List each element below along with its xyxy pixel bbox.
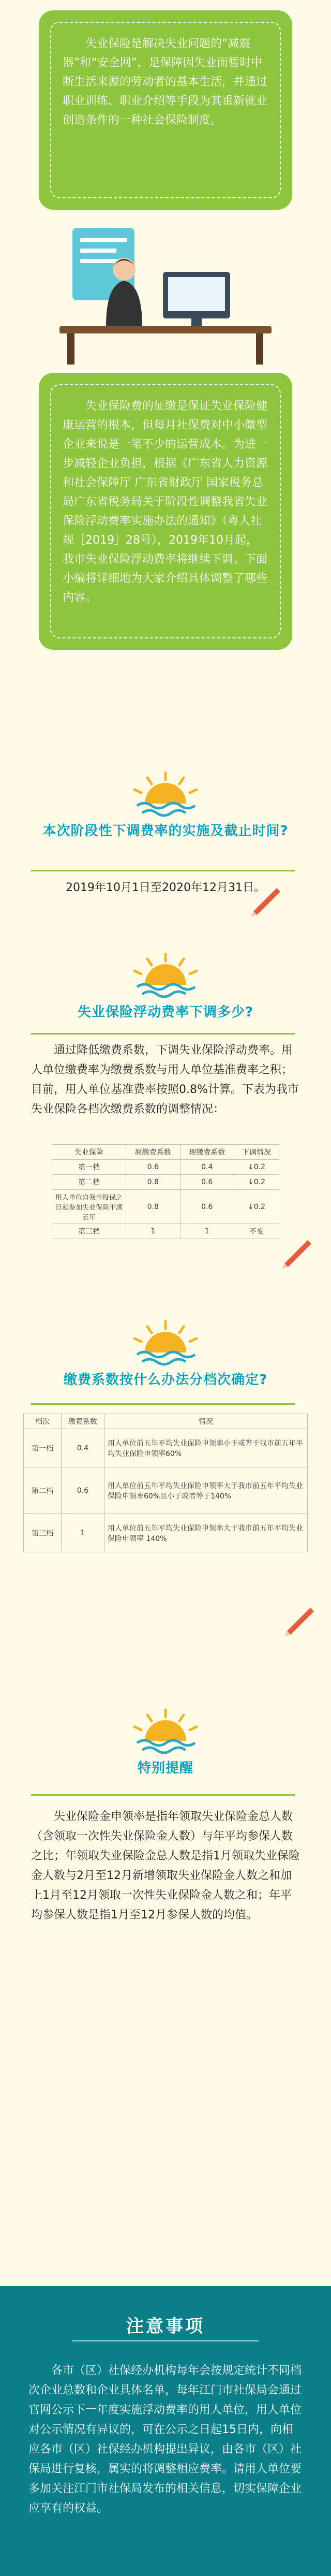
table-cell: 0.6 [62, 1467, 104, 1514]
section1-divider [31, 870, 295, 871]
table-cell: 第三档 [24, 1514, 62, 1552]
table-cell: 用人单位前五年平均失业保险申领率大于我市前五年平均失业保险申领率60%且小于或者等于140% [104, 1467, 308, 1514]
table-row [24, 1467, 308, 1514]
table-cell: 第二档 [24, 1467, 62, 1514]
table-header: 下调情况 [234, 1145, 279, 1160]
desk-icon [59, 326, 272, 333]
section2-text [31, 1041, 300, 1119]
table-cell: 用人单位前五年平均失业保险申领率大于我市前五年平均失业保险申领率 140% [104, 1514, 308, 1552]
footer-title: 注意事项 [126, 2316, 205, 2337]
table-header: 原缴费系数 [126, 1145, 180, 1160]
table-header-row [52, 1145, 279, 1160]
section3-heading [0, 1320, 331, 1388]
table-cell: ↓0.2 [234, 1175, 279, 1190]
section1-heading [0, 772, 331, 839]
coefficient-change-table [52, 1144, 279, 1239]
table-cell: 第一档 [24, 1429, 62, 1467]
section4-title: 特别提醒 [137, 1760, 193, 1776]
table-cell: ↓0.2 [234, 1160, 279, 1175]
info-text: 失业保险费的征缴是保证失业保险健康运营的根本，但每月社保费对中小微型企业来说是一笔不少的运营成本。为进一步减轻企业负担，根据《广东省人力资源和社会保障厅 广东省财政厅 国家税务总局广东省税务局关于阶段性调整我省失业保险浮动费率实施办法的通知》（粤人社规［2019］28号），2019年10月起，我市失业保险浮动费率将继续下调。下面小编将详细地为大家介绍具体调整了哪些内容。 [63, 400, 268, 604]
table-header: 失业保险 [52, 1145, 126, 1160]
section3-title: 缴费系数按什么办法分档次确定? [63, 1372, 268, 1388]
table-row [24, 1429, 308, 1467]
table-cell: 不变 [234, 1224, 279, 1239]
tier-criteria-table [23, 1414, 308, 1552]
table-cell: 1 [126, 1224, 180, 1239]
table-cell: 0.8 [126, 1190, 180, 1224]
table-cell: 1 [62, 1514, 104, 1552]
table-cell: 0.4 [180, 1160, 234, 1175]
table-row [52, 1160, 279, 1175]
sun-wave-icon [127, 772, 204, 818]
office-illustration [49, 215, 282, 370]
section4-paragraph: 失业保险金申领率是指年领取失业保险金总人数（含领取一次性失业保险金人数）与年平均参保人数之比；年领取失业保险金总人数是指1月领取失业保险金人数与2月至12月新增领取失业保险金人数之和加上1月至12月领取一次性失业保险金人数之和；年平均参保人数是指1月至12月参保人数的均值。 [31, 1810, 300, 1922]
section1-title: 本次阶段性下调费率的实施及截止时间? [42, 823, 289, 839]
section4-text [31, 1807, 300, 1925]
table-cell: 0.6 [180, 1175, 234, 1190]
table-cell: 第一档 [52, 1160, 126, 1175]
person-head-icon [113, 258, 136, 281]
footer-divider [72, 2340, 259, 2341]
section2-paragraph: 通过降低缴费系数，下调失业保险浮动费率。用人单位缴费率为缴费系数与用人单位基准费率之积；目前，用人单位基准费率按照0.8%计算。下表为我市失业保险各档次缴费系数的调整情况： [31, 1044, 299, 1116]
section3-divider [31, 1403, 295, 1405]
intro-card-frame [50, 22, 281, 198]
info-card [39, 373, 292, 650]
table-header-row [24, 1414, 308, 1429]
section2-divider [31, 1033, 295, 1035]
sun-wave-icon [127, 1320, 204, 1367]
table-cell: 第三档 [52, 1224, 126, 1239]
table-header: 档次 [24, 1414, 62, 1429]
table-row [52, 1190, 279, 1224]
table-cell: 0.6 [126, 1160, 180, 1175]
table-header: 缴费系数 [62, 1414, 104, 1429]
table-cell: 0.6 [180, 1190, 234, 1224]
pencil-icon [282, 1600, 318, 1636]
pencil-icon [279, 1232, 315, 1269]
section2-title: 失业保险浮动费率下调多少? [77, 1005, 254, 1020]
pencil-icon [248, 880, 284, 916]
section4-divider [31, 1794, 295, 1796]
footer-text: 各市（区）社保经办机构每年会按规定统计不同档次企业总数和企业具体名单，每年江门市社保局会通过官网公示下一年度实施浮动费率的用人单位，用人单位对公示情况有异议的，可在公示之日起15日内，向相应各市（区）社保经办机构提出异议，由各市（区）社保局进行复核，属实的将调整相应费率。请用人单位要多加关注江门市社保局发布的相关信息，切实保障企业应享有的权益。 [28, 2364, 302, 2515]
section4-heading [0, 1709, 331, 1777]
table-cell: 1 [180, 1224, 234, 1239]
table-cell: 用人单位前五年平均失业保险申领率小于或等于我市前五年平均失业保险申领率60% [104, 1429, 308, 1467]
table-header: 情况 [104, 1414, 308, 1429]
intro-text: 失业保险是解决失业问题的“减震器”和“安全网”，是保障因失业而暂时中断生活来源的劳动者的基本生活，并通过职业训练、职业介绍等手段为其重新就业创造条件的一种社会保险制度。 [63, 37, 268, 127]
table-row [52, 1175, 279, 1190]
notice-footer [0, 2286, 331, 2576]
table-cell: 0.4 [62, 1429, 104, 1467]
table-header: 现缴费系数 [180, 1145, 234, 1160]
table-row [52, 1224, 279, 1239]
table-row [24, 1514, 308, 1552]
info-card-frame [50, 384, 281, 638]
table-cell: ↓0.2 [234, 1190, 279, 1224]
table-cell: 0.8 [126, 1175, 180, 1190]
section1-text: 2019年10月1日至2020年12月31日。 [66, 881, 265, 894]
intro-card [39, 10, 292, 210]
sun-wave-icon [127, 953, 204, 999]
table-cell: 第二档 [52, 1175, 126, 1190]
section2-heading [0, 953, 331, 1021]
sun-wave-icon [127, 1709, 204, 1755]
table-cell: 用人单位自我市投保之日起参加失业保险不满五年 [52, 1190, 126, 1224]
